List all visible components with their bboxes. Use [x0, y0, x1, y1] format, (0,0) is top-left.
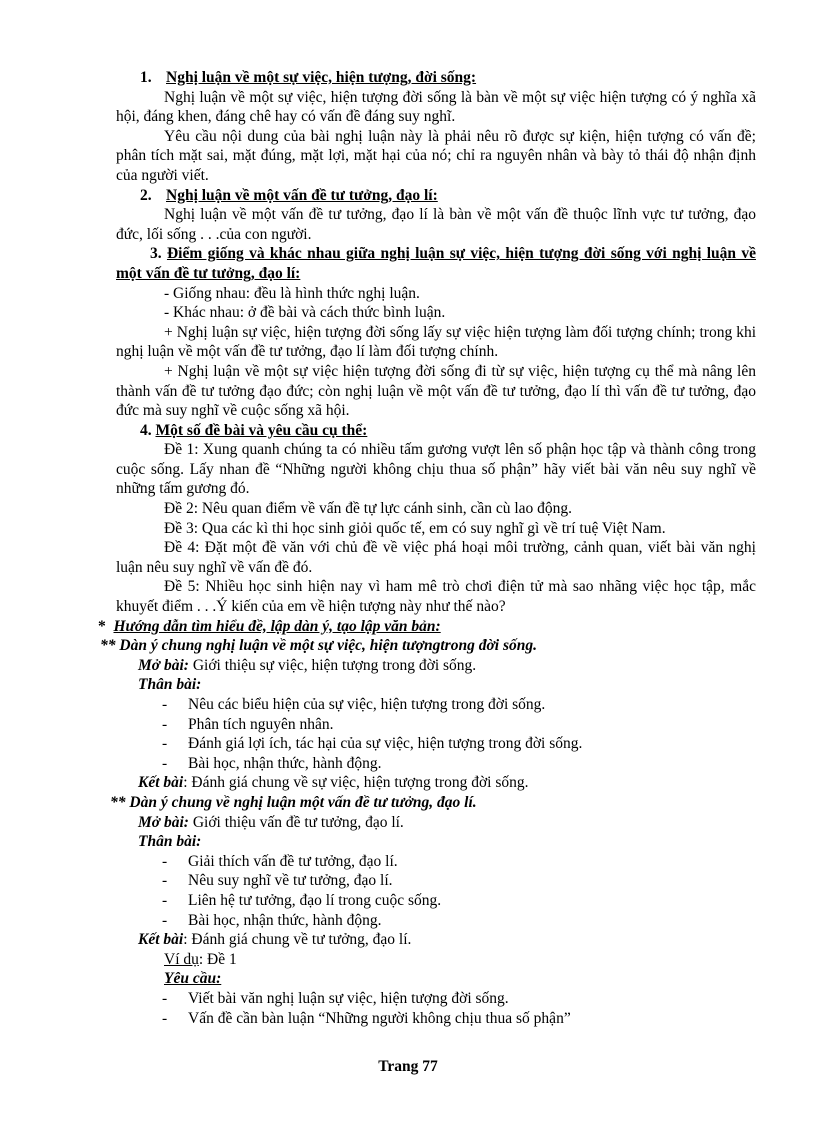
section-title: Điểm giống và khác nhau giữa nghị luận sự việc, hiện tượng đời sống với nghị luận về một vấn đề tư tưởng, đạo lí: — [116, 245, 757, 282]
section-4-heading — [116, 421, 756, 441]
section-3-heading — [116, 244, 756, 283]
dash-bullet: - — [162, 911, 168, 929]
dash-bullet: - — [162, 891, 168, 909]
paragraph: Yêu cầu nội dung của bài nghị luận này là phải nêu rõ được sự kiện, hiện tượng có vấn đề; phân tích mặt sai, mặt đúng, mặt lợi, mặt hại của nó; chỉ ra nguyên nhân và bày tỏ thái độ nhận định của người viết. — [116, 127, 756, 184]
list-item: - Giải thích vấn đề tư tưởng, đạo lí. — [162, 852, 398, 870]
section-number: 1. — [140, 69, 152, 86]
exam-topic: Đề 2: Nêu quan điểm về vấn đề tự lực cánh sinh, cần cù lao động. — [164, 500, 573, 518]
page-number: Trang 77 — [378, 1058, 438, 1075]
list-item: - Bài học, nhận thức, hành động. — [162, 754, 382, 772]
intro-label: Mở bài: — [138, 656, 189, 674]
list-item: - Phân tích nguyên nhân. — [162, 715, 334, 733]
outline-1-heading: ** Dàn ý chung nghị luận về một sự việc, hiện tượngtrong đời sống. — [100, 637, 537, 655]
example-label: Ví dụ — [164, 950, 199, 968]
conclusion-line — [116, 930, 756, 950]
list-item: - Nêu các biểu hiện của sự việc, hiện tượng trong đời sống. — [162, 696, 546, 713]
section-1-heading — [116, 68, 756, 88]
section-number: 4. — [140, 421, 152, 439]
conclusion-label: Kết bài — [138, 774, 184, 792]
paragraph: Nghị luận về một vấn đề tư tưởng, đạo lí là bàn về một vấn đề thuộc lĩnh vực tư tưởng, đạo đức, lối sống . . .của con người. — [116, 206, 756, 243]
conclusion-line — [116, 773, 756, 793]
exam-topic: Đề 4: Đặt một đề văn với chủ đề về việc phá hoại môi trường, cảnh quan, viết bài văn nghị luận nêu suy nghĩ về vấn đề đó. — [116, 539, 756, 576]
list-item: - Nêu suy nghĩ về tư tưởng, đạo lí. — [162, 872, 393, 890]
example-text: : Đề 1 — [198, 950, 237, 968]
paragraph: + Nghị luận sự việc, hiện tượng đời sống lấy sự việc hiện tượng làm đối tượng chính; trong khi nghị luận về một vấn đề tư tưởng, đạo lí làm đối tượng chính. — [116, 323, 756, 361]
dash-bullet: - — [162, 989, 168, 1007]
conclusion-text: : Đánh giá chung về tư tưởng, đạo lí. — [183, 931, 412, 949]
paragraph: - Giống nhau: đều là hình thức nghị luận. — [164, 284, 420, 302]
dash-bullet: - — [162, 1009, 168, 1027]
dash-bullet: - — [162, 852, 168, 870]
page-content — [98, 68, 757, 1028]
intro-label: Mở bài: — [138, 813, 189, 831]
dash-bullet: - — [162, 696, 168, 713]
list-item: - Bài học, nhận thức, hành động. — [162, 911, 382, 929]
conclusion-text: : Đánh giá chung về sự việc, hiện tượng trong đời sống. — [183, 774, 529, 792]
section-title: Nghị luận về một sự việc, hiện tượng, đời sống: — [166, 69, 477, 86]
paragraph: Nghị luận về một sự việc, hiện tượng đời sống là bàn về một sự việc hiện tượng có ý nghĩa xã hội, đáng khen, đáng chê hay có vấn đề đáng suy nghĩ. — [116, 88, 756, 126]
dash-bullet: - — [162, 715, 168, 733]
example-line — [116, 950, 756, 970]
list-item: - Viết bài văn nghị luận sự việc, hiện tượng đời sống. — [162, 989, 509, 1007]
section-title: Một số đề bài và yêu cầu cụ thể: — [155, 421, 368, 439]
list-item: - Liên hệ tư tưởng, đạo lí trong cuộc sống. — [162, 891, 442, 909]
bullet-star: * — [98, 617, 106, 635]
intro-line — [116, 813, 756, 833]
conclusion-label: Kết bài — [138, 931, 184, 949]
intro-text: Giới thiệu sự việc, hiện tượng trong đời sống. — [188, 656, 477, 674]
guide-title: Hướng dẫn tìm hiểu đề, lập dàn ý, tạo lập văn bản: — [113, 617, 441, 635]
paragraph: + Nghị luận về một sự việc hiện tượng đời sống đi từ sự việc, hiện tượng cụ thể mà nâng lên thành vấn đề tư tưởng đạo đức; còn nghị luận về một vấn đề tư tưởng, đạo lí thì vấn đề tư tưởng, đạo đức mà suy nghĩ về cuộc sống xã hội. — [116, 362, 756, 420]
dash-bullet: - — [162, 872, 168, 890]
list-item: - Đánh giá lợi ích, tác hại của sự việc, hiện tượng trong đời sống. — [162, 735, 583, 753]
section-title: Nghị luận về một vấn đề tư tưởng, đạo lí: — [166, 186, 438, 204]
requirement-label: Yêu cầu: — [164, 970, 222, 988]
section-2-heading — [116, 186, 756, 206]
body-label: Thân bài: — [138, 676, 202, 694]
dash-bullet: - — [162, 754, 168, 772]
exam-topic: Đề 1: Xung quanh chúng ta có nhiều tấm gương vượt lên số phận học tập và thành công trong cuộc sống. Lấy nhan đề “Những người không chịu thua số phận” hãy viết bài văn nêu suy nghĩ về những tấm gương đó. — [116, 441, 756, 498]
guide-heading — [98, 617, 756, 637]
exam-topic: Đề 5: Nhiều học sinh hiện nay vì ham mê trò chơi điện tử mà sao nhãng việc học tập, mắc khuyết điểm . . .Ý kiến của em về hiện tượng này như thế nào? — [116, 578, 756, 616]
section-number: 2. — [140, 186, 152, 204]
paragraph: - Khác nhau: ở đề bài và cách thức bình luận. — [164, 304, 446, 322]
body-label: Thân bài: — [138, 833, 202, 851]
intro-line — [116, 656, 756, 676]
list-item: - Vấn đề cần bàn luận “Những người không chịu thua số phận” — [162, 1009, 571, 1027]
outline-2-heading: ** Dàn ý chung về nghị luận một vấn đề tư tưởng, đạo lí. — [110, 793, 477, 811]
dash-bullet: - — [162, 735, 168, 753]
exam-topic: Đề 3: Qua các kì thi học sinh giỏi quốc tế, em có suy nghĩ gì về trí tuệ Việt Nam. — [164, 519, 666, 537]
intro-text: Giới thiệu vấn đề tư tưởng, đạo lí. — [188, 813, 404, 831]
section-number: 3. — [150, 245, 162, 263]
